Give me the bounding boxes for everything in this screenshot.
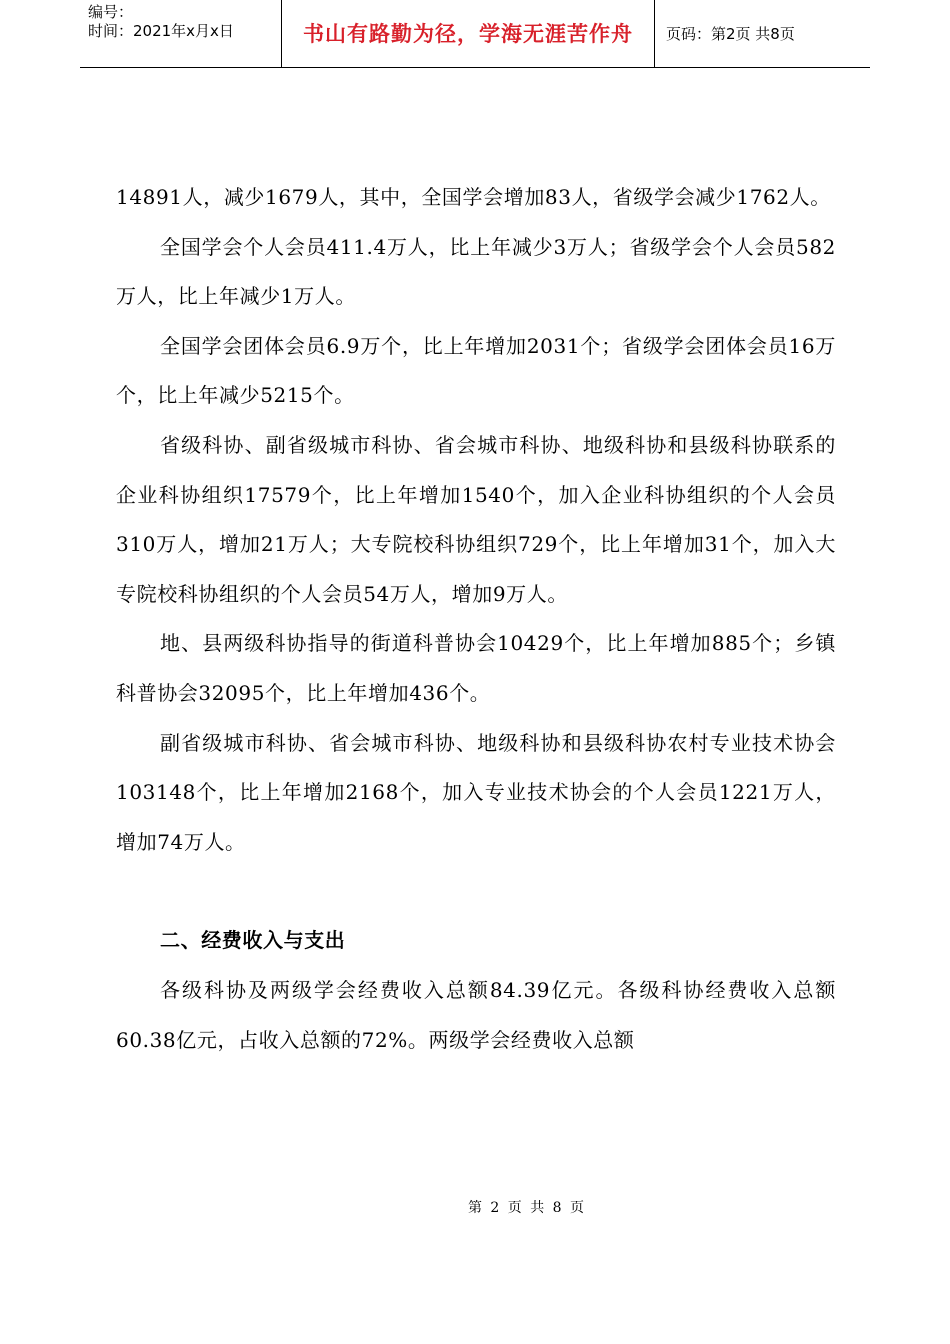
header-page-cell xyxy=(655,0,870,67)
paragraph: 全国学会团体会员6.9万个，比上年增加2031个；省级学会团体会员16万个，比上年减少5215个。 xyxy=(116,333,836,408)
section-heading: 二、经费收入与支出 xyxy=(160,928,346,953)
paragraph: 各级科协及两级学会经费收入总额84.39亿元。各级科协经费收入总额60.38亿元，占收入总额的72%。两级学会经费收入总额 xyxy=(116,977,836,1052)
header-page-number: 页码：第2页 共8页 xyxy=(666,25,795,43)
page-footer: 第 2 页 共 8 页 xyxy=(467,1200,587,1216)
header-meta-cell xyxy=(80,0,282,67)
paragraph: 全国学会个人会员411.4万人，比上年减少3万人；省级学会个人会员582万人，比上年减少1万人。 xyxy=(116,234,836,309)
header-motto: 书山有路勤为径，学海无涯苦作舟 xyxy=(303,21,633,46)
document-time-label: 时间：2021年x月x日 xyxy=(88,22,234,40)
paragraph: 14891人，减少1679人，其中，全国学会增加83人，省级学会减少1762人。 xyxy=(116,185,831,209)
paragraph: 副省级城市科协、省会城市科协、地级科协和县级科协农村专业技术协会103148个，比上年增加2168个，加入专业技术协会的个人会员1221万人，增加74万人。 xyxy=(116,730,836,854)
header-motto-cell xyxy=(282,0,655,67)
document-number-label: 编号： xyxy=(88,3,134,21)
section-spacer xyxy=(116,867,836,916)
paragraph: 省级科协、副省级城市科协、省会城市科协、地级科协和县级科协联系的企业科协组织17579个，比上年增加1540个，加入企业科协组织的个人会员310万人，增加21万人；大专院校科协组织729个，比上年增加31个，加入大专院校科协组织的个人会员54万人，增加9万人。 xyxy=(116,432,836,606)
document-body xyxy=(116,173,836,1065)
paragraph: 地、县两级科协指导的街道科普协会10429个，比上年增加885个；乡镇科普协会32095个，比上年增加436个。 xyxy=(116,631,836,705)
page-header xyxy=(80,0,870,68)
